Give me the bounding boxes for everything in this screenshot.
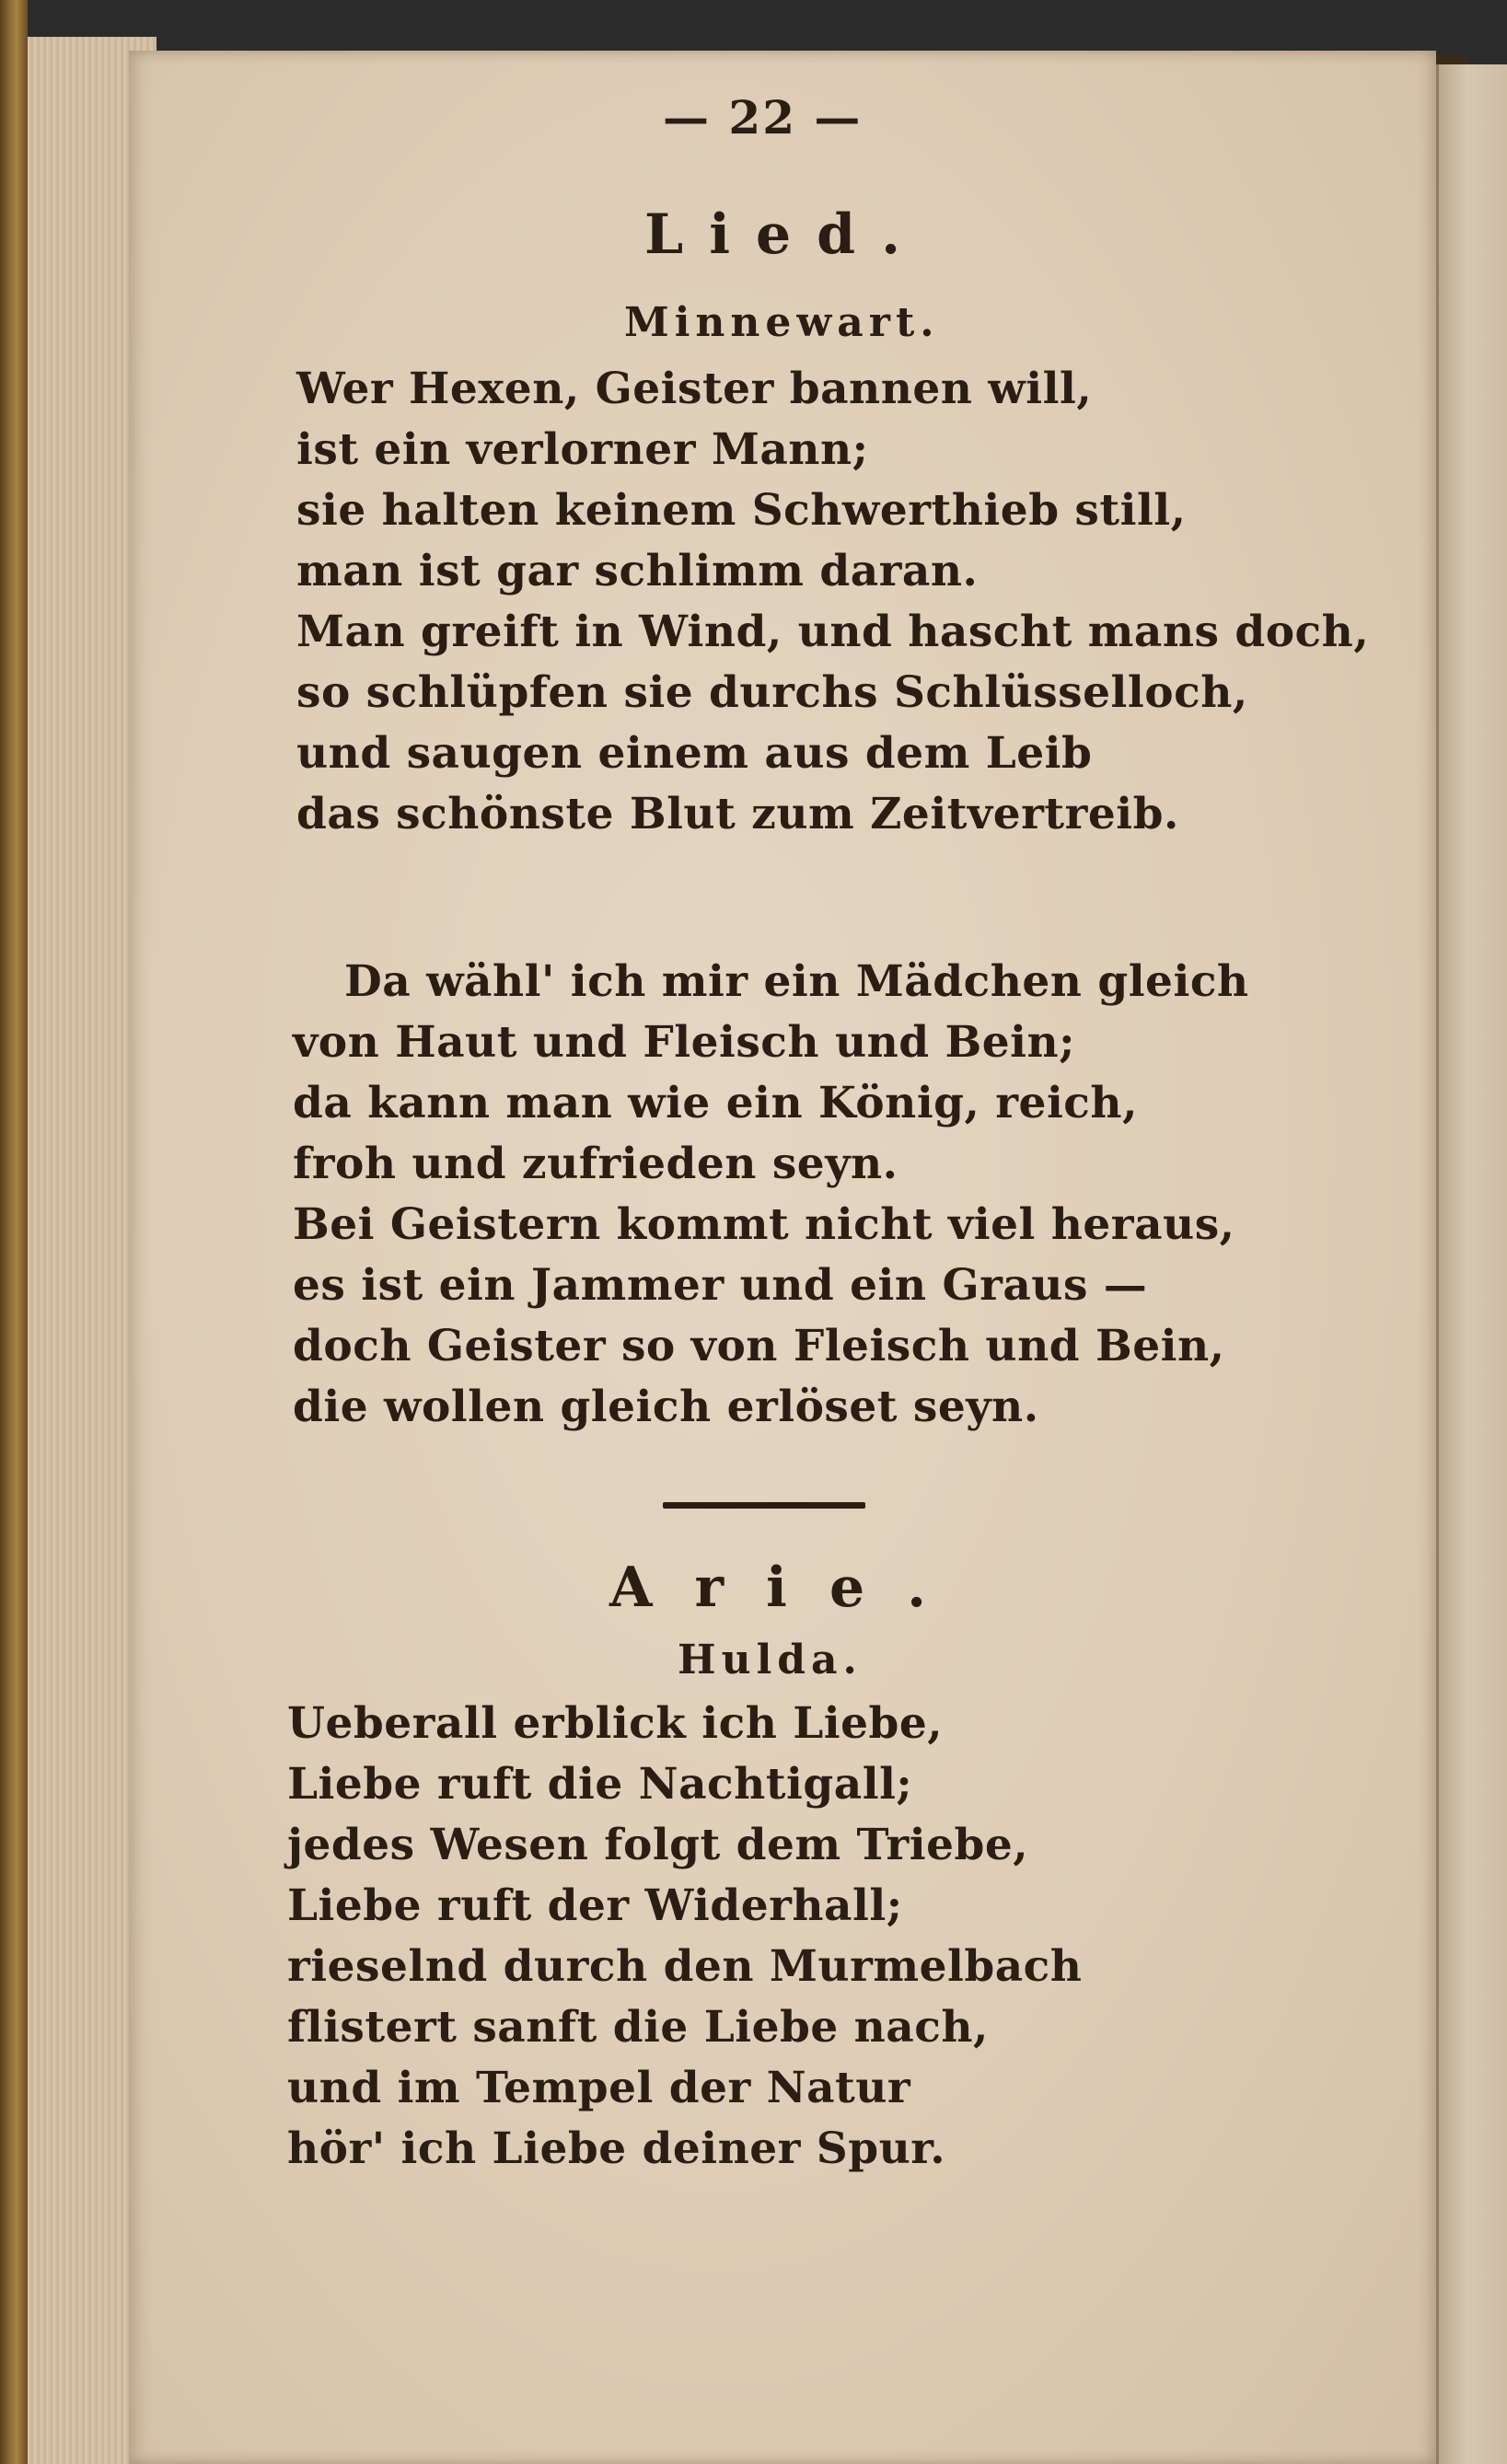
verse-line: hör' ich Liebe deiner Spur. [287, 2123, 946, 2174]
aria-heading: Arie. [609, 1556, 969, 1620]
verse-line: froh und zufrieden seyn. [293, 1139, 898, 1189]
verse-line: Liebe ruft der Widerhall; [287, 1880, 903, 1931]
verse-line: Ueberall erblick ich Liebe, [287, 1698, 944, 1749]
verse-line: von Haut und Fleisch und Bein; [293, 1017, 1076, 1068]
verse-line: Da wähl' ich mir ein Mädchen gleich [344, 956, 1249, 1007]
section-divider [663, 1502, 865, 1509]
verse-line: flistert sanft die Liebe nach, [287, 2002, 989, 2053]
song-speaker: Minnewart. [624, 299, 940, 346]
page-number: — 22 — [663, 90, 863, 145]
song-heading: Lied. [644, 202, 926, 267]
verse-line: da kann man wie ein König, reich, [293, 1078, 1138, 1128]
song-stanza-1 [296, 361, 1369, 847]
verse-line: jedes Wesen folgt dem Triebe, [287, 1820, 1029, 1870]
verse-line: doch Geister so von Fleisch und Bein, [293, 1321, 1225, 1371]
book-cover-edge [0, 0, 28, 2464]
verse-line: und im Tempel der Natur [287, 2063, 911, 2113]
verse-line: Liebe ruft die Nachtigall; [287, 1759, 913, 1810]
background-top-right [1468, 0, 1507, 64]
aria-stanza-1 [287, 1695, 1082, 2181]
verse-line: es ist ein Jammer und ein Graus — [293, 1260, 1148, 1311]
verse-line: Wer Hexen, Geister bannen will, [296, 364, 1093, 414]
facing-page-edge [1436, 64, 1507, 2464]
verse-line: man ist gar schlimm daran. [296, 546, 979, 596]
verse-line: das schönste Blut zum Zeitvertreib. [296, 789, 1179, 839]
verse-line: rieselnd durch den Murmelbach [287, 1941, 1083, 1992]
aria-speaker: Hulda. [678, 1637, 863, 1683]
verse-line: ist ein verlorner Mann; [296, 424, 869, 475]
verse-line: Man greift in Wind, und hascht mans doch, [296, 607, 1370, 657]
verse-line: Bei Geistern kommt nicht viel heraus, [293, 1199, 1235, 1250]
verse-line: die wollen gleich erlöset seyn. [293, 1382, 1039, 1432]
song-stanza-2 [293, 954, 1249, 1440]
verse-line: so schlüpfen sie durchs Schlüsselloch, [296, 667, 1248, 718]
background-top [0, 0, 1507, 55]
verse-line: sie halten keinem Schwerthieb still, [296, 485, 1187, 536]
verse-line: und saugen einem aus dem Leib [296, 728, 1093, 779]
